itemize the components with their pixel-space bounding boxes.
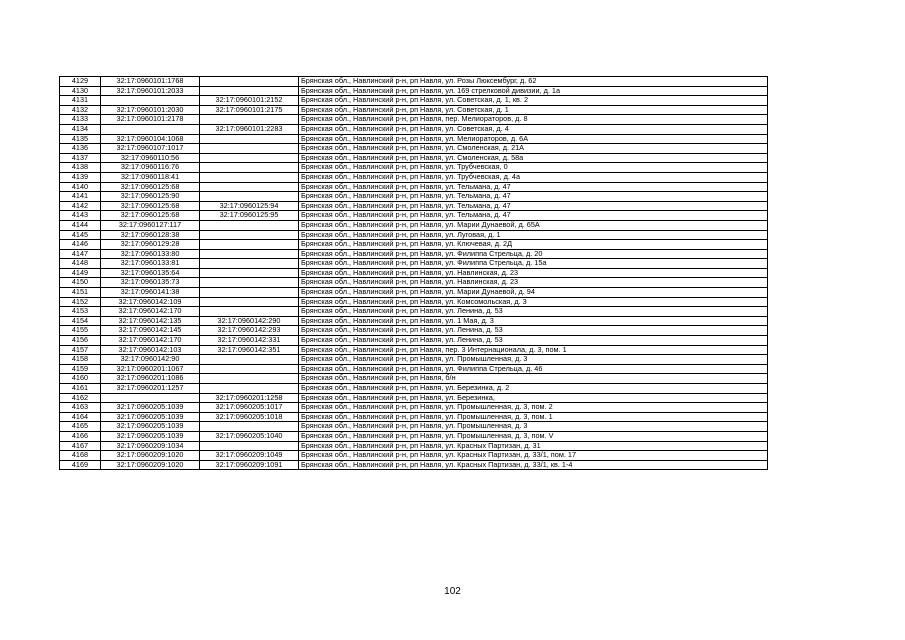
address-cell: Брянская обл., Навлинский р-н, рп Навля, ул. Ленина, д. 53 <box>299 336 768 346</box>
address-cell: Брянская обл., Навлинский р-н, рп Навля, ул. Советская, д. 4 <box>299 124 768 134</box>
related-cadastral-number-cell <box>200 172 299 182</box>
row-number-cell: 4143 <box>60 211 101 221</box>
cadastral-number-cell: 32:17:0960135:73 <box>101 278 200 288</box>
cadastral-number-cell: 32:17:0960135:64 <box>101 268 200 278</box>
table-row <box>60 336 768 346</box>
table-row <box>60 230 768 240</box>
row-number-cell: 4167 <box>60 441 101 451</box>
address-cell: Брянская обл., Навлинский р-н, рп Навля, б/н <box>299 374 768 384</box>
cadastral-number-cell: 32:17:0960125:90 <box>101 192 200 202</box>
table-row <box>60 268 768 278</box>
address-cell: Брянская обл., Навлинский р-н, рп Навля, ул. Тельмана, д. 47 <box>299 201 768 211</box>
table-row <box>60 153 768 163</box>
address-cell: Брянская обл., Навлинский р-н, рп Навля, пер. 3 Интернационала, д. 3, пом. 1 <box>299 345 768 355</box>
address-cell: Брянская обл., Навлинский р-н, рп Навля, ул. Трубчевская, 0 <box>299 163 768 173</box>
address-cell: Брянская обл., Навлинский р-н, рп Навля, ул. Навлинская, д. 23 <box>299 278 768 288</box>
related-cadastral-number-cell: 32:17:0960201:1258 <box>200 393 299 403</box>
row-number-cell: 4142 <box>60 201 101 211</box>
table-row <box>60 201 768 211</box>
cadastral-number-cell: 32:17:0960101:1768 <box>101 77 200 87</box>
table-row <box>60 278 768 288</box>
related-cadastral-number-cell: 32:17:0960142:293 <box>200 326 299 336</box>
table-row <box>60 124 768 134</box>
table-row <box>60 393 768 403</box>
related-cadastral-number-cell <box>200 422 299 432</box>
row-number-cell: 4133 <box>60 115 101 125</box>
table-row <box>60 163 768 173</box>
table-row <box>60 364 768 374</box>
row-number-cell: 4163 <box>60 403 101 413</box>
cadastral-number-cell: 32:17:0960127:117 <box>101 220 200 230</box>
related-cadastral-number-cell <box>200 278 299 288</box>
row-number-cell: 4168 <box>60 451 101 461</box>
related-cadastral-number-cell <box>200 288 299 298</box>
row-number-cell: 4145 <box>60 230 101 240</box>
row-number-cell: 4162 <box>60 393 101 403</box>
row-number-cell: 4138 <box>60 163 101 173</box>
address-cell: Брянская обл., Навлинский р-н, рп Навля, ул. Комсомольская, д. 3 <box>299 297 768 307</box>
table-row <box>60 288 768 298</box>
table-row <box>60 451 768 461</box>
row-number-cell: 4136 <box>60 144 101 154</box>
related-cadastral-number-cell: 32:17:0960209:1049 <box>200 451 299 461</box>
related-cadastral-number-cell <box>200 163 299 173</box>
row-number-cell: 4158 <box>60 355 101 365</box>
related-cadastral-number-cell: 32:17:0960125:94 <box>200 201 299 211</box>
address-cell: Брянская обл., Навлинский р-н, рп Навля, ул. Тельмана, д. 47 <box>299 211 768 221</box>
related-cadastral-number-cell <box>200 364 299 374</box>
address-cell: Брянская обл., Навлинский р-н, рп Навля, ул. Красных Партизан, д. 33/1, кв. 1-4 <box>299 460 768 470</box>
table-row <box>60 297 768 307</box>
table-row <box>60 431 768 441</box>
row-number-cell: 4149 <box>60 268 101 278</box>
cadastral-number-cell: 32:17:0960142:90 <box>101 355 200 365</box>
table-row <box>60 441 768 451</box>
cadastral-number-cell: 32:17:0960101:2178 <box>101 115 200 125</box>
cadastral-number-cell: 32:17:0960142:103 <box>101 345 200 355</box>
cadastral-number-cell: 32:17:0960142:109 <box>101 297 200 307</box>
row-number-cell: 4166 <box>60 431 101 441</box>
cadastral-number-cell: 32:17:0960201:1257 <box>101 384 200 394</box>
cadastral-number-cell: 32:17:0960142:145 <box>101 326 200 336</box>
cadastral-number-cell: 32:17:0960142:135 <box>101 316 200 326</box>
address-cell: Брянская обл., Навлинский р-н, рп Навля, ул. Мелиораторов, д. 6А <box>299 134 768 144</box>
related-cadastral-number-cell: 32:17:0960101:2283 <box>200 124 299 134</box>
related-cadastral-number-cell: 32:17:0960209:1091 <box>200 460 299 470</box>
cadastral-number-cell: 32:17:0960205:1039 <box>101 431 200 441</box>
address-cell: Брянская обл., Навлинский р-н, рп Навля, ул. Навлинская, д. 23 <box>299 268 768 278</box>
table-row <box>60 172 768 182</box>
row-number-cell: 4131 <box>60 96 101 106</box>
cadastral-number-cell: 32:17:0960101:2030 <box>101 105 200 115</box>
cadastral-number-cell: 32:17:0960142:170 <box>101 336 200 346</box>
table-row <box>60 211 768 221</box>
cadastral-number-cell: 32:17:0960125:68 <box>101 201 200 211</box>
address-cell: Брянская обл., Навлинский р-н, рп Навля, ул. Березинка, д. 2 <box>299 384 768 394</box>
row-number-cell: 4147 <box>60 249 101 259</box>
cadastral-number-cell: 32:17:0960129:28 <box>101 240 200 250</box>
related-cadastral-number-cell: 32:17:0960101:2152 <box>200 96 299 106</box>
related-cadastral-number-cell <box>200 384 299 394</box>
table-row <box>60 316 768 326</box>
table-row <box>60 115 768 125</box>
table-row <box>60 307 768 317</box>
related-cadastral-number-cell <box>200 259 299 269</box>
table-row <box>60 86 768 96</box>
cadastral-number-cell: 32:17:0960118:41 <box>101 172 200 182</box>
address-cell: Брянская обл., Навлинский р-н, рп Навля, ул. Смоленская, д. 58а <box>299 153 768 163</box>
cadastral-number-cell <box>101 393 200 403</box>
related-cadastral-number-cell <box>200 441 299 451</box>
address-cell: Брянская обл., Навлинский р-н, рп Навля, ул. Тельмана, д. 47 <box>299 182 768 192</box>
address-cell: Брянская обл., Навлинский р-н, рп Навля, ул. Ленина, д. 53 <box>299 307 768 317</box>
address-cell: Брянская обл., Навлинский р-н, рп Навля, ул. Марии Дунаевой, д. 65А <box>299 220 768 230</box>
related-cadastral-number-cell: 32:17:0960142:290 <box>200 316 299 326</box>
row-number-cell: 4165 <box>60 422 101 432</box>
cadastral-number-cell: 32:17:0960128:38 <box>101 230 200 240</box>
related-cadastral-number-cell <box>200 144 299 154</box>
row-number-cell: 4150 <box>60 278 101 288</box>
table-row <box>60 259 768 269</box>
table-row <box>60 182 768 192</box>
table-row <box>60 326 768 336</box>
cadastral-number-cell: 32:17:0960205:1039 <box>101 403 200 413</box>
address-cell: Брянская обл., Навлинский р-н, рп Навля, ул. Филиппа Стрельца, д. 20 <box>299 249 768 259</box>
page-number: 102 <box>444 586 461 597</box>
related-cadastral-number-cell: 32:17:0960205:1018 <box>200 412 299 422</box>
related-cadastral-number-cell <box>200 115 299 125</box>
address-cell: Брянская обл., Навлинский р-н, рп Навля, ул. Березинка, <box>299 393 768 403</box>
table-row <box>60 374 768 384</box>
cadastral-number-cell: 32:17:0960104:1068 <box>101 134 200 144</box>
address-cell: Брянская обл., Навлинский р-н, рп Навля, ул. Филиппа Стрельца, д. 46 <box>299 364 768 374</box>
related-cadastral-number-cell: 32:17:0960205:1040 <box>200 431 299 441</box>
row-number-cell: 4135 <box>60 134 101 144</box>
row-number-cell: 4155 <box>60 326 101 336</box>
row-number-cell: 4139 <box>60 172 101 182</box>
table-row <box>60 249 768 259</box>
row-number-cell: 4157 <box>60 345 101 355</box>
row-number-cell: 4156 <box>60 336 101 346</box>
address-cell: Брянская обл., Навлинский р-н, рп Навля, ул. Тельмана, д. 47 <box>299 192 768 202</box>
related-cadastral-number-cell <box>200 268 299 278</box>
related-cadastral-number-cell <box>200 153 299 163</box>
table-row <box>60 412 768 422</box>
table-row <box>60 144 768 154</box>
table-row <box>60 77 768 87</box>
cadastral-number-cell: 32:17:0960201:1067 <box>101 364 200 374</box>
row-number-cell: 4164 <box>60 412 101 422</box>
row-number-cell: 4151 <box>60 288 101 298</box>
related-cadastral-number-cell <box>200 86 299 96</box>
table-row <box>60 105 768 115</box>
cadastral-number-cell: 32:17:0960205:1039 <box>101 412 200 422</box>
cadastral-number-cell: 32:17:0960125:68 <box>101 182 200 192</box>
related-cadastral-number-cell <box>200 220 299 230</box>
related-cadastral-number-cell <box>200 77 299 87</box>
related-cadastral-number-cell: 32:17:0960125:95 <box>200 211 299 221</box>
table-row <box>60 355 768 365</box>
cadastral-number-cell: 32:17:0960125:68 <box>101 211 200 221</box>
property-table <box>59 76 768 470</box>
property-table-body <box>60 77 768 470</box>
address-cell: Брянская обл., Навлинский р-н, рп Навля, ул. Розы Люксембург, д. 62 <box>299 77 768 87</box>
table-row <box>60 460 768 470</box>
address-cell: Брянская обл., Навлинский р-н, рп Навля, ул. 169 стрелковой дивизии, д. 1а <box>299 86 768 96</box>
row-number-cell: 4141 <box>60 192 101 202</box>
address-cell: Брянская обл., Навлинский р-н, рп Навля, ул. Ключевая, д. 2Д <box>299 240 768 250</box>
row-number-cell: 4137 <box>60 153 101 163</box>
address-cell: Брянская обл., Навлинский р-н, рп Навля, пер. Мелиораторов, д. 8 <box>299 115 768 125</box>
table-row <box>60 345 768 355</box>
address-cell: Брянская обл., Навлинский р-н, рп Навля, ул. Трубчевская, д. 4а <box>299 172 768 182</box>
address-cell: Брянская обл., Навлинский р-н, рп Навля, ул. 1 Мая, д. 3 <box>299 316 768 326</box>
address-cell: Брянская обл., Навлинский р-н, рп Навля, ул. Луговая, д. 1 <box>299 230 768 240</box>
table-row <box>60 192 768 202</box>
cadastral-number-cell: 32:17:0960133:81 <box>101 259 200 269</box>
address-cell: Брянская обл., Навлинский р-н, рп Навля, ул. Промышленная, д. 3, пом. 2 <box>299 403 768 413</box>
address-cell: Брянская обл., Навлинский р-н, рп Навля, ул. Промышленная, д. 3, пом. 1 <box>299 412 768 422</box>
related-cadastral-number-cell: 32:17:0960101:2175 <box>200 105 299 115</box>
row-number-cell: 4161 <box>60 384 101 394</box>
cadastral-number-cell: 32:17:0960201:1086 <box>101 374 200 384</box>
related-cadastral-number-cell <box>200 134 299 144</box>
cadastral-number-cell <box>101 124 200 134</box>
cadastral-number-cell: 32:17:0960209:1020 <box>101 460 200 470</box>
address-cell: Брянская обл., Навлинский р-н, рп Навля, ул. Советская, д. 1, кв. 2 <box>299 96 768 106</box>
row-number-cell: 4148 <box>60 259 101 269</box>
related-cadastral-number-cell <box>200 249 299 259</box>
cadastral-number-cell <box>101 96 200 106</box>
address-cell: Брянская обл., Навлинский р-н, рп Навля, ул. Промышленная, д. 3 <box>299 355 768 365</box>
table-row <box>60 134 768 144</box>
address-cell: Брянская обл., Навлинский р-н, рп Навля, ул. Промышленная, д. 3 <box>299 422 768 432</box>
address-cell: Брянская обл., Навлинский р-н, рп Навля, ул. Марии Дунаевой, д. 94 <box>299 288 768 298</box>
cadastral-number-cell: 32:17:0960110:56 <box>101 153 200 163</box>
row-number-cell: 4159 <box>60 364 101 374</box>
row-number-cell: 4146 <box>60 240 101 250</box>
related-cadastral-number-cell: 32:17:0960142:331 <box>200 336 299 346</box>
table-row <box>60 403 768 413</box>
related-cadastral-number-cell <box>200 240 299 250</box>
cadastral-number-cell: 32:17:0960141:38 <box>101 288 200 298</box>
related-cadastral-number-cell <box>200 355 299 365</box>
related-cadastral-number-cell <box>200 192 299 202</box>
table-row <box>60 220 768 230</box>
row-number-cell: 4144 <box>60 220 101 230</box>
related-cadastral-number-cell: 32:17:0960205:1017 <box>200 403 299 413</box>
address-cell: Брянская обл., Навлинский р-н, рп Навля, ул. Советская, д. 1 <box>299 105 768 115</box>
address-cell: Брянская обл., Навлинский р-н, рп Навля, ул. Промышленная, д. 3, пом. V <box>299 431 768 441</box>
address-cell: Брянская обл., Навлинский р-н, рп Навля, ул. Филиппа Стрельца, д. 15а <box>299 259 768 269</box>
cadastral-number-cell: 32:17:0960209:1034 <box>101 441 200 451</box>
row-number-cell: 4129 <box>60 77 101 87</box>
related-cadastral-number-cell <box>200 182 299 192</box>
row-number-cell: 4134 <box>60 124 101 134</box>
address-cell: Брянская обл., Навлинский р-н, рп Навля, ул. Красных Партизан, д. 33/1, пом. 17 <box>299 451 768 461</box>
table-row <box>60 240 768 250</box>
row-number-cell: 4140 <box>60 182 101 192</box>
related-cadastral-number-cell <box>200 307 299 317</box>
related-cadastral-number-cell <box>200 374 299 384</box>
related-cadastral-number-cell <box>200 230 299 240</box>
address-cell: Брянская обл., Навлинский р-н, рп Навля, ул. Смоленская, д. 21А <box>299 144 768 154</box>
address-cell: Брянская обл., Навлинский р-н, рп Навля, ул. Красных Партизан, д. 31 <box>299 441 768 451</box>
row-number-cell: 4153 <box>60 307 101 317</box>
cadastral-number-cell: 32:17:0960133:80 <box>101 249 200 259</box>
related-cadastral-number-cell: 32:17:0960142:351 <box>200 345 299 355</box>
address-cell: Брянская обл., Навлинский р-н, рп Навля, ул. Ленина, д. 53 <box>299 326 768 336</box>
table-row <box>60 384 768 394</box>
row-number-cell: 4132 <box>60 105 101 115</box>
related-cadastral-number-cell <box>200 297 299 307</box>
cadastral-number-cell: 32:17:0960101:2033 <box>101 86 200 96</box>
row-number-cell: 4160 <box>60 374 101 384</box>
table-row <box>60 96 768 106</box>
cadastral-number-cell: 32:17:0960209:1020 <box>101 451 200 461</box>
row-number-cell: 4152 <box>60 297 101 307</box>
table-row <box>60 422 768 432</box>
cadastral-number-cell: 32:17:0960116:76 <box>101 163 200 173</box>
cadastral-number-cell: 32:17:0960107:1017 <box>101 144 200 154</box>
cadastral-number-cell: 32:17:0960205:1039 <box>101 422 200 432</box>
row-number-cell: 4130 <box>60 86 101 96</box>
row-number-cell: 4169 <box>60 460 101 470</box>
cadastral-number-cell: 32:17:0960142:170 <box>101 307 200 317</box>
row-number-cell: 4154 <box>60 316 101 326</box>
